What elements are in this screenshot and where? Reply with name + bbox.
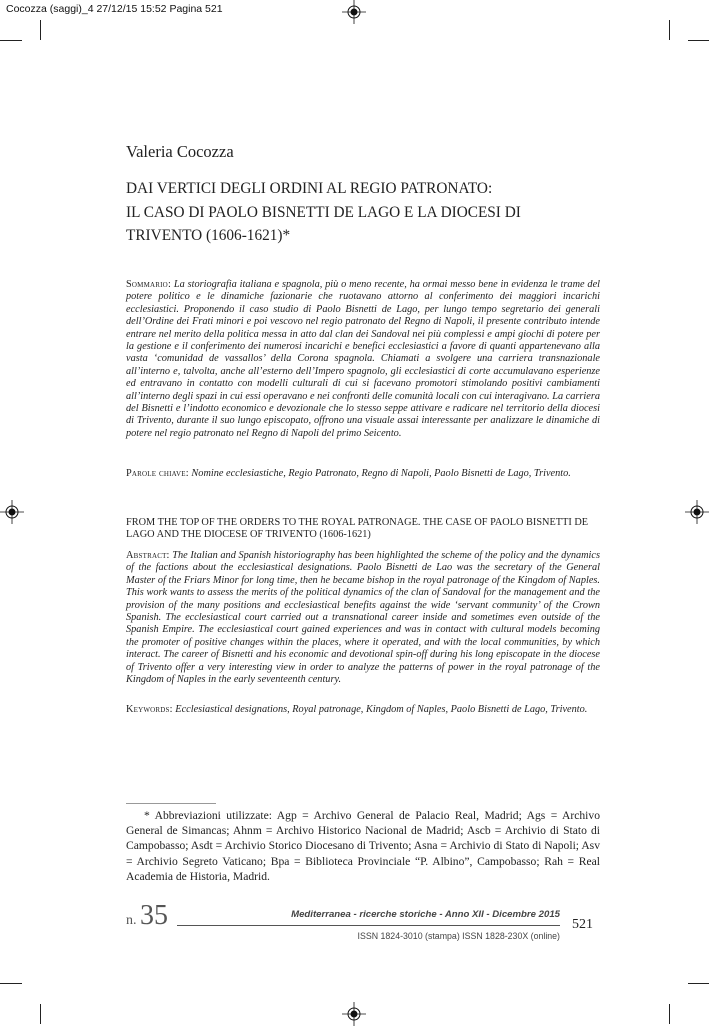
keywords-paragraph — [126, 704, 600, 716]
page-number: 521 — [572, 917, 593, 932]
abstract-text: The Italian and Spanish historiography has been highlighted the scheme of the policy and the dynamics of the factions about the ecclesiastical designations. Paolo Bisnetti de Lao was the secretary of the General Master of the Friars Minor for long time, then he became bishop in the royal patronage of the Kingdom of Naples. This work wants to assess the merits of the political dynamics of the clan of Sandoval for the management and the provision of the many positions and ecclesiastical benefits against the wide ‘servant community’ of the Crown Spanish. The ecclesiastical court carried out a transnational career inside and sometimes even outside of the Spanish Empire. The ecclesiastical court gained experiences and was in contact with cultural models becoming the promoter of positive changes within the places, where it operated, and with the local communities, by which interact. The career of Bisnetti and his economic and devotional spin-off during his long episcopate in the diocese of Trivento offer a very interesting view in order to analyze the patterns of power in the royal patronage of the Kingdom of Naples in the early seventeenth century. — [126, 550, 601, 686]
journal-name: Mediterranea - ricerche storiche - Anno XII - Dicembre 2015 — [291, 909, 560, 920]
crop-mark-top-left-h — [0, 40, 22, 41]
parole-chiave-label: Parole chiave: — [126, 468, 189, 479]
issn-line: ISSN 1824-3010 (stampa) ISSN 1828-230X (online) — [357, 931, 560, 941]
registration-mark-left-icon — [0, 500, 24, 524]
crop-mark-top-right-v — [669, 20, 670, 40]
abstract-paragraph — [126, 550, 600, 686]
printer-slug: Cocozza (saggi)_4 27/12/15 15:52 Pagina 521 — [6, 3, 223, 15]
keywords-text: Ecclesiastical designations, Royal patronage, Kingdom of Naples, Paolo Bisnetti de Lago, Trivento. — [175, 704, 588, 715]
sommario-paragraph — [126, 279, 600, 440]
article-title — [126, 177, 606, 248]
footnote-rule — [126, 803, 216, 804]
abstract-label: Abstract: — [126, 550, 170, 561]
issue-n-label: n. — [126, 913, 137, 928]
registration-mark-top-icon — [342, 0, 366, 24]
english-title: FROM THE TOP OF THE ORDERS TO THE ROYAL PATRONAGE. THE CASE OF PAOLO BISNETTI DE LAGO AND THE DIOCESE OF TRIVENTO (1606-1621) — [126, 517, 589, 541]
registration-mark-bottom-icon — [342, 1002, 366, 1026]
title-line: IL CASO DI PAOLO BISNETTI DE LAGO E LA DIOCESI DI — [126, 203, 521, 221]
issue-number-value: 35 — [140, 900, 168, 931]
keywords-label: Keywords: — [126, 704, 173, 715]
sommario-label: Sommario: — [126, 279, 172, 290]
title-line: DAI VERTICI DEGLI ORDINI AL REGIO PATRONATO: — [126, 180, 493, 197]
crop-mark-bottom-left-v — [40, 1004, 41, 1024]
crop-mark-bottom-right-v — [669, 1004, 670, 1024]
parole-chiave-paragraph — [126, 468, 600, 480]
footer-rule — [177, 925, 560, 926]
crop-mark-bottom-left-h — [0, 983, 22, 984]
footnote: * Abbreviazioni utilizzate: Agp = Archivo General de Palacio Real, Madrid; Ags = Archivo General de Simancas; Ahnm = Archivo Historico Nacional de Madrid; Ascb = Archivio di Stato di Campobasso; Asdt = Archivio Storico Diocesano di Trivento; Asna = Archivio di Stato di Napoli; Asv = Archivio Segreto Vaticano; Bpa = Biblioteca Provinciale “P. Albino”, Campobasso; Rah = Real Academia de Historia, Madrid. — [126, 809, 600, 883]
crop-mark-top-left-v — [40, 20, 41, 40]
title-line: TRIVENTO (1606-1621)* — [126, 227, 291, 244]
crop-mark-top-right-h — [688, 40, 709, 41]
crop-mark-bottom-right-h — [688, 983, 709, 984]
sommario-text: La storiografia italiana e spagnola, più o meno recente, ha ormai messo bene in evidenza le trame del potere politico e le dinamiche fazionarie che ruotavano attorno al conferimento dei maggiori incarichi ecclesiastici. Proponendo il caso studio di Paolo Bisnetti de Lago, per lungo tempo segretario dei generali dell’Ordine dei Frati minori e poi vescovo nel regio patronato del Regno di Napoli, il presente contributo intende entrare nel merito della politica messa in atto dal clan dei Sandoval nei più complessi e ampi giochi di potere per la gestione e il conferimento dei numerosi incarichi e benefici ecclesiastici a favore di quanti appartenevano alla vasta ‘comunidad de vassallos’ della Corona spagnola. Chiamati a svolgere una carriera transnazionale all’interno e, talvolta, anche all’esterno dell’Impero spagnolo, gli ecclesiastici di corte accumulavano esperienze ed entravano in contatto con modelli culturali di cui si facevano promotori stimolando positivi cambiamenti all’interno degli spazi in cui essi operavano e nei confronti delle comunità locali con cui interagivano. La carriera del Bisnetti e l’indotto economico e devozionale che lo stesso seppe attivare e radicare nel territorio della diocesi di Trivento, durante il suo lungo episcopato, offrono una visuale assai interessante per analizzare le dinamiche di potere nel regio patronato nel Regno di Napoli del primo Seicento. — [126, 279, 601, 439]
author-name: Valeria Cocozza — [126, 142, 234, 161]
registration-mark-right-icon — [685, 500, 709, 524]
issue-number — [126, 900, 168, 932]
parole-chiave-text: Nomine ecclesiastiche, Regio Patronato, Regno di Napoli, Paolo Bisnetti de Lago, Trivento. — [191, 468, 571, 479]
